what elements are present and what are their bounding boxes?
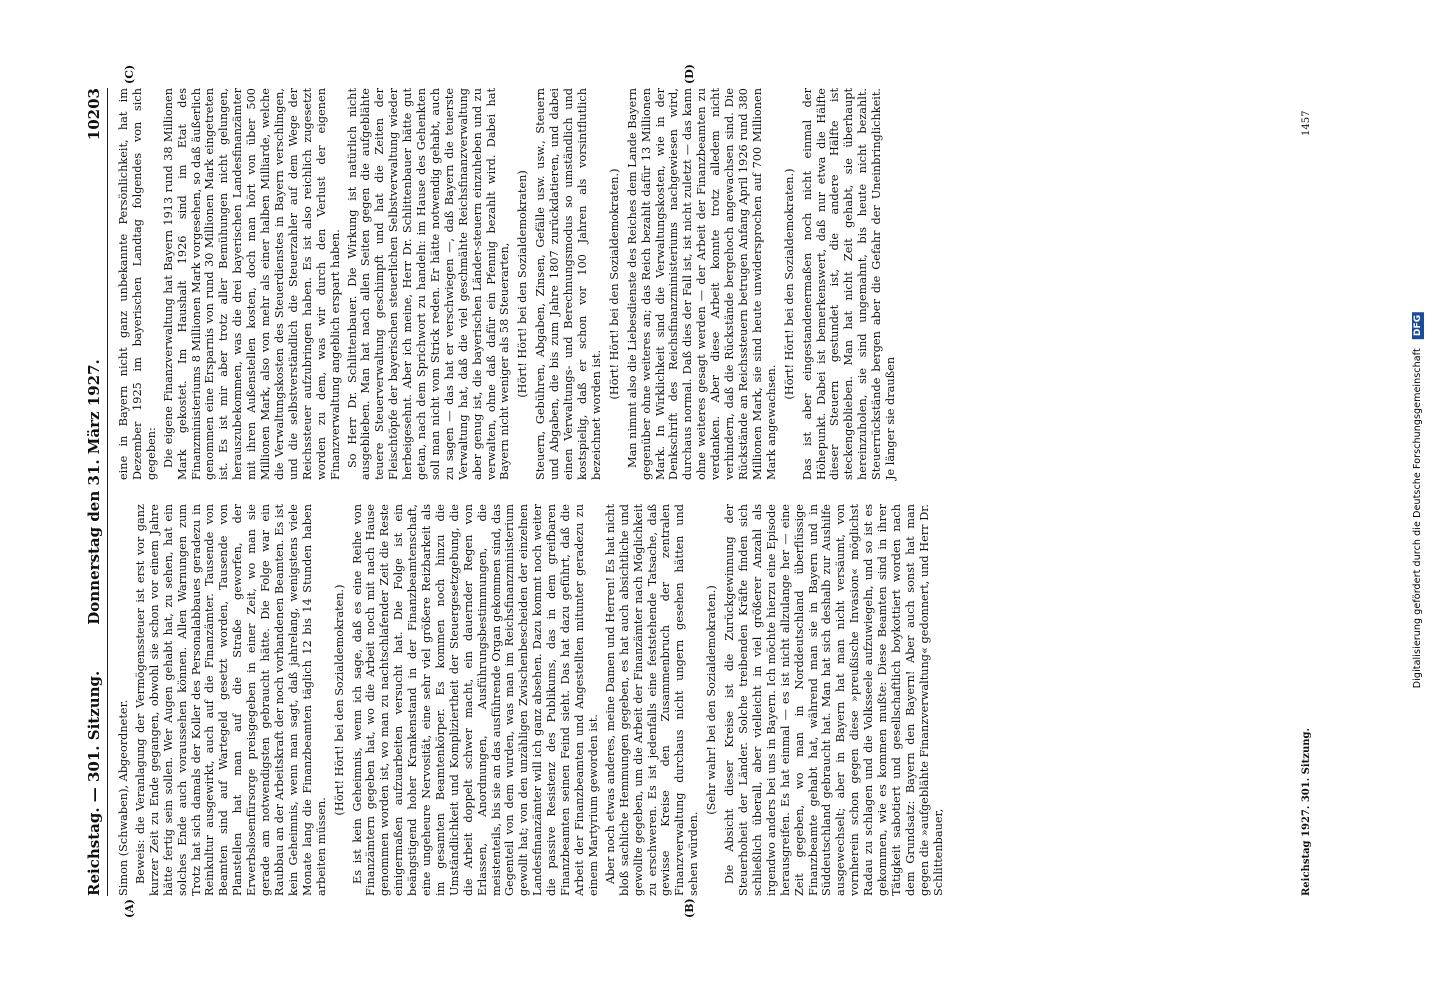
footer-left: Reichstag 1927. 301. Sitzung. (1301, 728, 1312, 896)
paragraph: Die Absicht dieser Kreise ist die Zurückgewinnung der Steuerhoheit der Länder. Solche treibenden Kräfte finden sich schließlich überall, aber vielleicht in viel größerer Anzahl als irgendwo anders bei uns in Bayern. Ich möchte hierzu eine Episode herausgreifen. Es hat einmal — es ist nicht allzulange her — eine Zeit gegeben, wo man in Norddeutschland überflüssige Finanzbeamte gehabt hat, während man sie in Bayern und in Süddeutschland gebraucht hat. Man hat sich deshalb zur Aushilfe ausgewechselt; aber in Bayern hat man nicht versäumt, von vornherein schon gegen diese »preußische Invasion« möglichst Radau zu schlagen und die Volksseele aufzuwiegeln, und so ist es gekommen, wie es kommen mußte: Diese Beamten sind in ihrer Tätigkeit sabotiert und gesellschaftlich boykottiert worden nach dem Grundsatz: Bayern den Bayern! Aber auch sonst hat man gegen die »aufgeblähte Finanzverwaltung« gedonnert, und Herr Dr. Schlittenbauer, (723, 504, 945, 896)
speaker-line: Simon (Schwaben), Abgeordneter. (117, 699, 130, 896)
paragraph: Steuern, Gebühren, Abgaben, Zinsen, Gefälle usw. usw., Steuern und Abgaben, die bis zum Jahre 1807 zurückdatieren, und dabei einen Verwaltungs- und Berechnungsmodus so umständlich und kostspielig, daß er schon vor 100 Jahren als vorsintflutlich bezeichnet worden ist. (534, 88, 603, 480)
header-date: Donnerstag den 31. März 1927. (85, 359, 103, 625)
interjection: (Hört! Hört! bei den Sozialdemokraten) (516, 170, 530, 398)
dfg-logo: DFG (1412, 312, 1424, 339)
header-left: Reichstag. — 301. Sitzung. (85, 670, 103, 896)
interjection: (Hört! Hört! bei den Sozialdemokraten.) (332, 584, 346, 816)
paragraph: Das ist aber eingestandenermaßen noch nicht einmal der Höhepunkt. Dabei ist bemerkenswert, daß nur etwa die Hälfte dieser Steuern gestundet ist, die andere Hälfte ist steckengeblieben. Man hat nicht Zeit gehabt, sie überhaupt hereinzuholen, sie sind ungemahnt, bis heute nicht bezahlt. Steuerrückstände bergen aber die Gefahr der Uneinbringlichkeit. Je länger sie draußen (800, 88, 898, 480)
left-column (117, 504, 949, 896)
paragraph: So Herr Dr. Schlittenbauer. Die Wirkung ist natürlich nicht ausgeblieben. Man hat nach allen Seiten gegen die aufgeblähte teuere Steuerverwaltung geschimpft und hat die Zeiten der Fleischtöpfe der bayerischen steuerlichen Selbstverwaltung wieder herbeigesehnt. Aber ich meine, Herr Dr. Schlittenbauer hätte gut getan, nach dem Sprichwort zu handeln: im Hause des Gehenkten soll man nicht vom Strick reden. Er hätte notwendig gehabt, auch zu sagen — das hat er verschwiegen —, daß Bayern die teuerste Verwaltung hat, daß die viel geschmähte Reichsfinanzverwaltung aber genug ist, die bayerischen Länder-steuern einzuheben und zu verwalten, ohne daß dafür ein Pfennig bezahlt wird. Dabei hat Bayern nicht weniger als 58 Steuerarten, (345, 88, 512, 480)
footer-signature: 1457 (1301, 110, 1312, 136)
interjection: (Hört! Hört! bei den Sozialdemokraten.) (782, 168, 796, 400)
page-number: 10203 (85, 88, 103, 141)
margin-marker-a: (A) (123, 899, 136, 918)
credit-text: Digitalisierung gefördert durch die Deutsche Forschungsgemeinschaft (1412, 348, 1423, 689)
paragraph: Es ist kein Geheimnis, wenn ich sage, daß es eine Reihe von Finanzämtern gegeben hat, wo die Arbeit noch mit nach Hause genommen worden ist, wo man zu nachtschlafender Zeit die Reste einigermaßen aufzuarbeiten versucht hat. Die Folge ist ein beängstigend hoher Krankenstand in der Finanzbeamtenschaft, eine ungeheure Nervosität, eine sehr viel größere Reizbarkeit als im gesamten Beamtenkörper. Es kommen noch hinzu die Umständlichkeit und Kompliziertheit der Steuergesetzgebung, die die Arbeit doppelt schwer macht, ein dauernder Regen von Erlassen, Anordnungen, Ausführungsbestimmungen, die meistenteils, bis sie an das ausführende Organ gekommen sind, das Gegenteil von dem wurden, was man im Reichsfinanzministerium gewollt hat; von den unzähligen Zwischenbescheiden der einzelnen Landesfinanzämter will ich ganz absehen. Dazu kommt noch weiter die passive Resistenz des Publikums, das in dem greifbaren Finanzbeamten seinen Feind sieht. Das hat dazu geführt, daß die Arbeit der Finanzbeamten und Angestellten mitunter geradezu zu einem Martyrium geworden ist. (350, 504, 600, 896)
right-column (117, 88, 901, 480)
paragraph: Man nimmt also die Liebesdienste des Reiches dem Lande Bayern gegenüber ohne weiteres an; das Reich bezahlt dafür 13 Millionen Mark. In Wirklichkeit sind die Verwaltungskosten, wie in der Denkschrift des Reichsfinanzministeriums nachgewiesen wird, durchaus normal. Daß dies der Fall ist, ist nicht zuletzt — das kann ohne weiteres gesagt werden — der Arbeit der Finanzbeamten zu verdanken. Aber diese Arbeit konnte trotz alledem nicht verhindern, daß die Rückstände bergehoch angewachsen sind. Die Rückstände an Reichssteuern betrugen Anfang April 1926 rund 380 Millionen Mark, sie sind heute unwidersprochen auf 700 Millionen Mark angewachsen. (625, 87, 778, 480)
paragraph: eine in Bayern nicht ganz unbekannte Persönlichkeit, hat im Dezember 1925 im bayerischen Landtag folgendes von sich gegeben: (117, 88, 158, 480)
page-header (83, 88, 108, 896)
margin-marker-b: (B) (683, 898, 696, 918)
interjection: (Hört! Hört! bei den Sozialdemokraten.) (607, 168, 621, 400)
paragraph: Beweis: die Veranlagung der Vermögenssteuer ist erst vor ganz kurzer Zeit zu Ende gegangen, obwohl sie schon vor einem Jahre hätte fertig sein sollen. Wer Augen gehabt hat, zu sehen, hat ein solches Ende auch voraussehen können. Allen Warnungen zum Trotz hat sich damals der Koller des Personalabbaues geradezu in Reinkultur ausgewirkt, auch auf die Finanzämter. Tausende von Beamten sind auf Wartegeld gesetzt worden, Tausende von Planstellen hat man auf die Straße geworfen, der Erwerbslosenfürsorge preisgegeben in einer Zeit, wo man sie gerade am notwendigsten gebraucht hätte. Die Folge war ein Raubbau an der Arbeitskraft der noch vorhandenen Beamten. Es ist kein Geheimnis, wenn man sagt, daß jahrelang, wenigstens viele Monate lang die Finanzbeamten täglich 12 bis 14 Stunden haben arbeiten müssen. (133, 504, 328, 896)
margin-marker-d: (D) (683, 64, 696, 84)
paragraph: Aber noch etwas anderes, meine Damen und Herren! Es hat nicht bloß sachliche Hemmungen gegeben, es hat auch absichtliche und gewollte gegeben, um die Arbeit der Finanzämter nach Möglichkeit zu erschweren. Es ist jedenfalls eine feststehende Tatsache, daß gewisse Kreise den Zusammenbruch der zentralen Finanzverwaltung durchaus nicht ungern gesehen hätten und sehen würden. (603, 504, 701, 896)
scanned-page (83, 64, 1315, 918)
interjection: (Sehr wahr! bei den Sozialdemokraten.) (705, 585, 719, 815)
margin-marker-c: (C) (123, 64, 136, 84)
quotation: Die eigene Finanzverwaltung hat Bayern 1913 rund 38 Millionen Mark gekostet. Im Haushalt 1926 sind im Etat des Finanzministeriums 8 Millionen Mark vorgesehen, so daß äußerlich genommen eine Ersparnis von rund 30 Millionen Mark eingetreten ist. Es ist mir aber trotz aller Bemühungen nicht gelungen, herauszubekommen, was die drei bayerischen Landesfinanzämter mit ihren Außenstellen kosten, doch man hört von über 500 Millionen Mark, also von mehr als einer halben Milliarde, welche die Verwaltungskosten des Steuerdienstes in Bayern verschlingen, und die selbstverständlich die Steuerzahler auf dem Wege der Reichssteuer aufzubringen haben. Es ist also reichlich zugesetzt worden zu dem, was wir durch den Verlust der eigenen Finanzverwaltung angeblich erspart haben. (161, 88, 342, 480)
